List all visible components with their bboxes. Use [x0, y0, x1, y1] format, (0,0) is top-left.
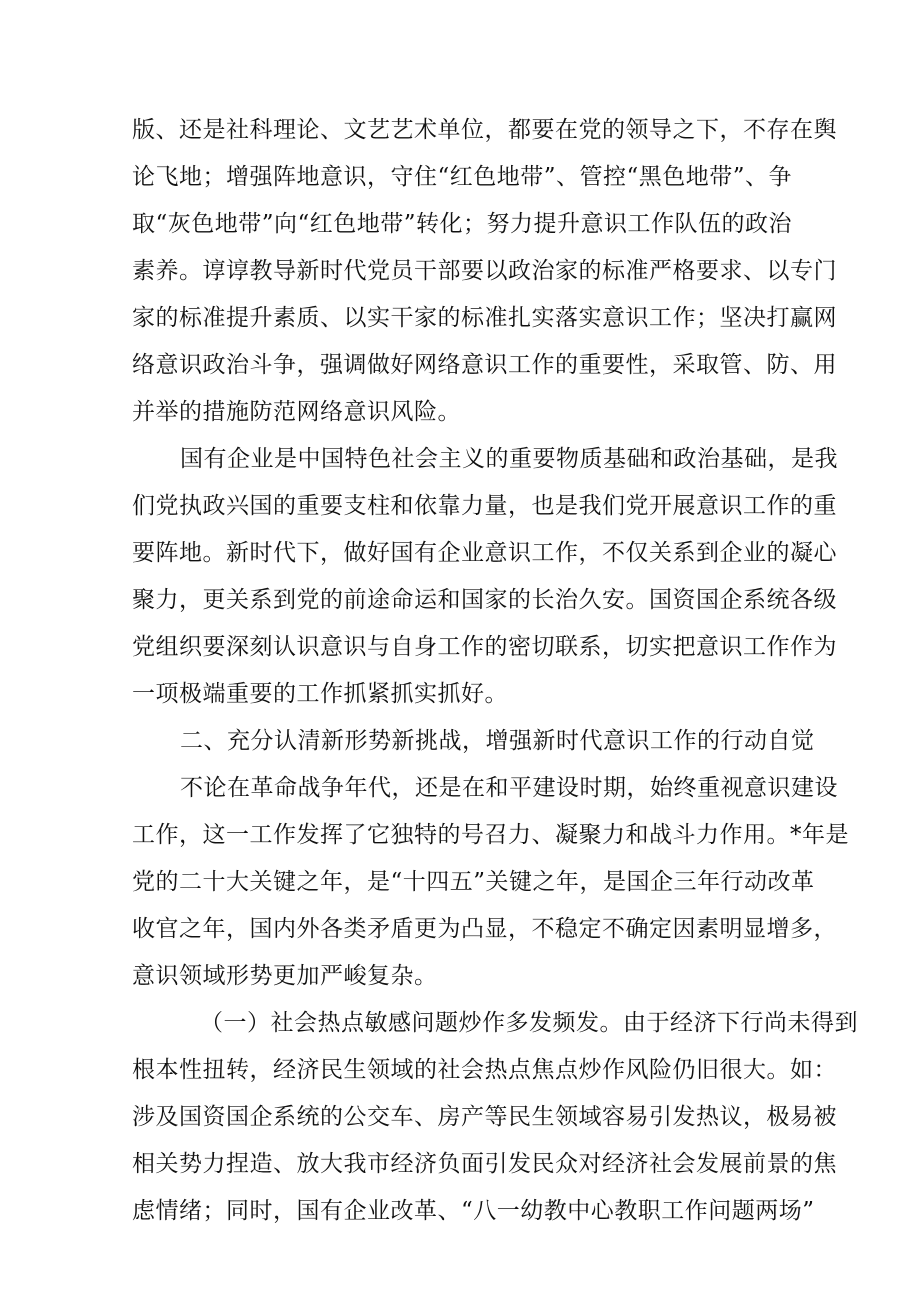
- paragraph-4-line-1: （一）社会热点敏感问题炒作多发频发。由于经济下行尚未得到: [200, 1010, 858, 1036]
- paragraph-2-line-2: 们党执政兴国的重要支柱和依靠力量，也是我们党开展意识工作的重: [132, 493, 837, 519]
- paragraph-1-line-3: 取“灰色地带”向“红色地带”转化；努力提升意识工作队伍的政治: [132, 211, 793, 237]
- section-heading: 二、充分认清新形势新挑战，增强新时代意识工作的行动自觉: [180, 728, 815, 754]
- paragraph-3-line-4: 收官之年，国内外各类矛盾更为凸显，不稳定不确定因素明显增多，: [132, 916, 837, 942]
- paragraph-2-line-4: 聚力，更关系到党的前途命运和国家的长治久安。国资国企系统各级: [132, 587, 837, 613]
- paragraph-2-line-5: 党组织要深刻认识意识与自身工作的密切联系，切实把意识工作作为: [132, 634, 837, 660]
- paragraph-4-line-5: 虑情绪；同时，国有企业改革、“八一幼教中心教职工作问题两场”: [132, 1198, 815, 1224]
- paragraph-1-line-4: 素养。谆谆教导新时代党员干部要以政治家的标准严格要求、以专门: [132, 258, 837, 284]
- paragraph-3-line-2: 工作，这一工作发挥了它独特的号召力、凝聚力和战斗力作用。*年是: [132, 822, 849, 848]
- paragraph-1-line-6: 络意识政治斗争，强调做好网络意识工作的重要性，采取管、防、用: [132, 352, 837, 378]
- paragraph-3-line-5: 意识领域形势更加严峻复杂。: [132, 963, 438, 989]
- paragraph-1-line-2: 论飞地；增强阵地意识，守住“红色地带”、管控“黑色地带”、争: [132, 164, 793, 190]
- paragraph-1-line-1: 版、还是社科理论、文艺艺术单位，都要在党的领导之下，不存在舆: [132, 117, 837, 143]
- paragraph-2-line-6: 一项极端重要的工作抓紧抓实抓好。: [132, 681, 508, 707]
- paragraph-1-line-5: 家的标准提升素质、以实干家的标准扎实落实意识工作；坚决打赢网: [132, 305, 837, 331]
- paragraph-3-line-1: 不论在革命战争年代，还是在和平建设时期，始终重视意识建设: [180, 775, 838, 801]
- paragraph-4-line-2: 根本性扭转，经济民生领域的社会热点焦点炒作风险仍旧很大。如：: [132, 1057, 837, 1083]
- paragraph-2-line-3: 要阵地。新时代下，做好国有企业意识工作，不仅关系到企业的凝心: [132, 540, 837, 566]
- paragraph-2-line-1: 国有企业是中国特色社会主义的重要物质基础和政治基础，是我: [180, 446, 838, 472]
- paragraph-4-line-4: 相关势力捏造、放大我市经济负面引发民众对经济社会发展前景的焦: [132, 1151, 837, 1177]
- paragraph-4-line-3: 涉及国资国企系统的公交车、房产等民生领域容易引发热议，极易被: [132, 1104, 837, 1130]
- paragraph-3-line-3: 党的二十大关键之年，是“十四五”关键之年，是国企三年行动改革: [132, 869, 815, 895]
- paragraph-1-line-7: 并举的措施防范网络意识风险。: [132, 399, 461, 425]
